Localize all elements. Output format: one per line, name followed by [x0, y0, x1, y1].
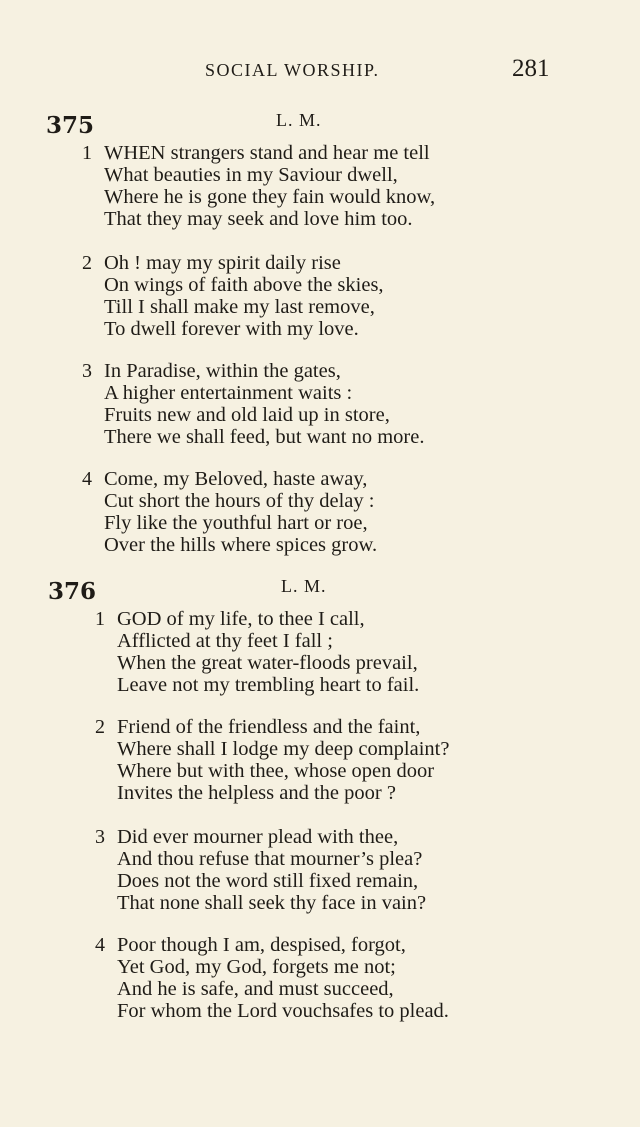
verse-line: Fly like the youthful hart or roe,: [104, 512, 368, 534]
stanza-number: 1: [82, 142, 92, 164]
verse-line: Friend of the friendless and the faint,: [117, 716, 421, 738]
verse-line: A higher entertainment waits :: [104, 382, 353, 404]
verse-line: Where but with thee, whose open door: [117, 760, 435, 782]
stanza-number: 2: [82, 252, 92, 274]
verse-line: Over the hills where spices grow.: [104, 534, 378, 556]
verse-line: What beauties in my Saviour dwell,: [104, 164, 398, 186]
verse-line: Where shall I lodge my deep complaint?: [117, 738, 450, 760]
verse-line: Cut short the hours of thy delay :: [104, 490, 375, 512]
verse-line: Fruits new and old laid up in store,: [104, 404, 390, 426]
hymn-number: 376: [48, 578, 97, 605]
hymn-number: 375: [46, 112, 95, 139]
verse-line: To dwell forever with my love.: [104, 318, 359, 340]
verse-line: On wings of faith above the skies,: [104, 274, 384, 296]
stanza-number: 4: [95, 934, 105, 956]
verse-line: GOD of my life, to thee I call,: [117, 608, 365, 630]
verse-line: There we shall feed, but want no more.: [104, 426, 425, 448]
verse-line: That none shall seek thy face in vain?: [117, 892, 427, 914]
verse-line: When the great water-floods prevail,: [117, 652, 418, 674]
verse-line: WHEN strangers stand and hear me tell: [104, 142, 430, 164]
verse-line: Poor though I am, despised, forgot,: [117, 934, 406, 956]
verse-line: In Paradise, within the gates,: [104, 360, 341, 382]
verse-line: Leave not my trembling heart to fail.: [117, 674, 420, 696]
verse-line: And he is safe, and must succeed,: [117, 978, 394, 1000]
page-number: 281: [512, 55, 550, 82]
verse-line: And thou refuse that mourner’s plea?: [117, 848, 423, 870]
verse-line: For whom the Lord vouchsafes to plead.: [117, 1000, 449, 1022]
verse-line: Till I shall make my last remove,: [104, 296, 375, 318]
verse-line: Did ever mourner plead with thee,: [117, 826, 399, 848]
verse-line: Oh ! may my spirit daily rise: [104, 252, 341, 274]
verse-line: Yet God, my God, forgets me not;: [117, 956, 396, 978]
verse-line: Come, my Beloved, haste away,: [104, 468, 368, 490]
running-head: SOCIAL WORSHIP.: [205, 60, 380, 80]
stanza-number: 4: [82, 468, 92, 490]
hymn-meter: L. M.: [276, 110, 322, 130]
hymn-meter: L. M.: [281, 576, 327, 596]
verse-line: Where he is gone they fain would know,: [104, 186, 436, 208]
verse-line: Afflicted at thy feet I fall ;: [117, 630, 333, 652]
stanza-number: 3: [82, 360, 92, 382]
stanza-number: 1: [95, 608, 105, 630]
stanza-number: 3: [95, 826, 105, 848]
stanza-number: 2: [95, 716, 105, 738]
verse-line: That they may seek and love him too.: [104, 208, 413, 230]
verse-line: Invites the helpless and the poor ?: [117, 782, 396, 804]
verse-line: Does not the word still fixed remain,: [117, 870, 419, 892]
